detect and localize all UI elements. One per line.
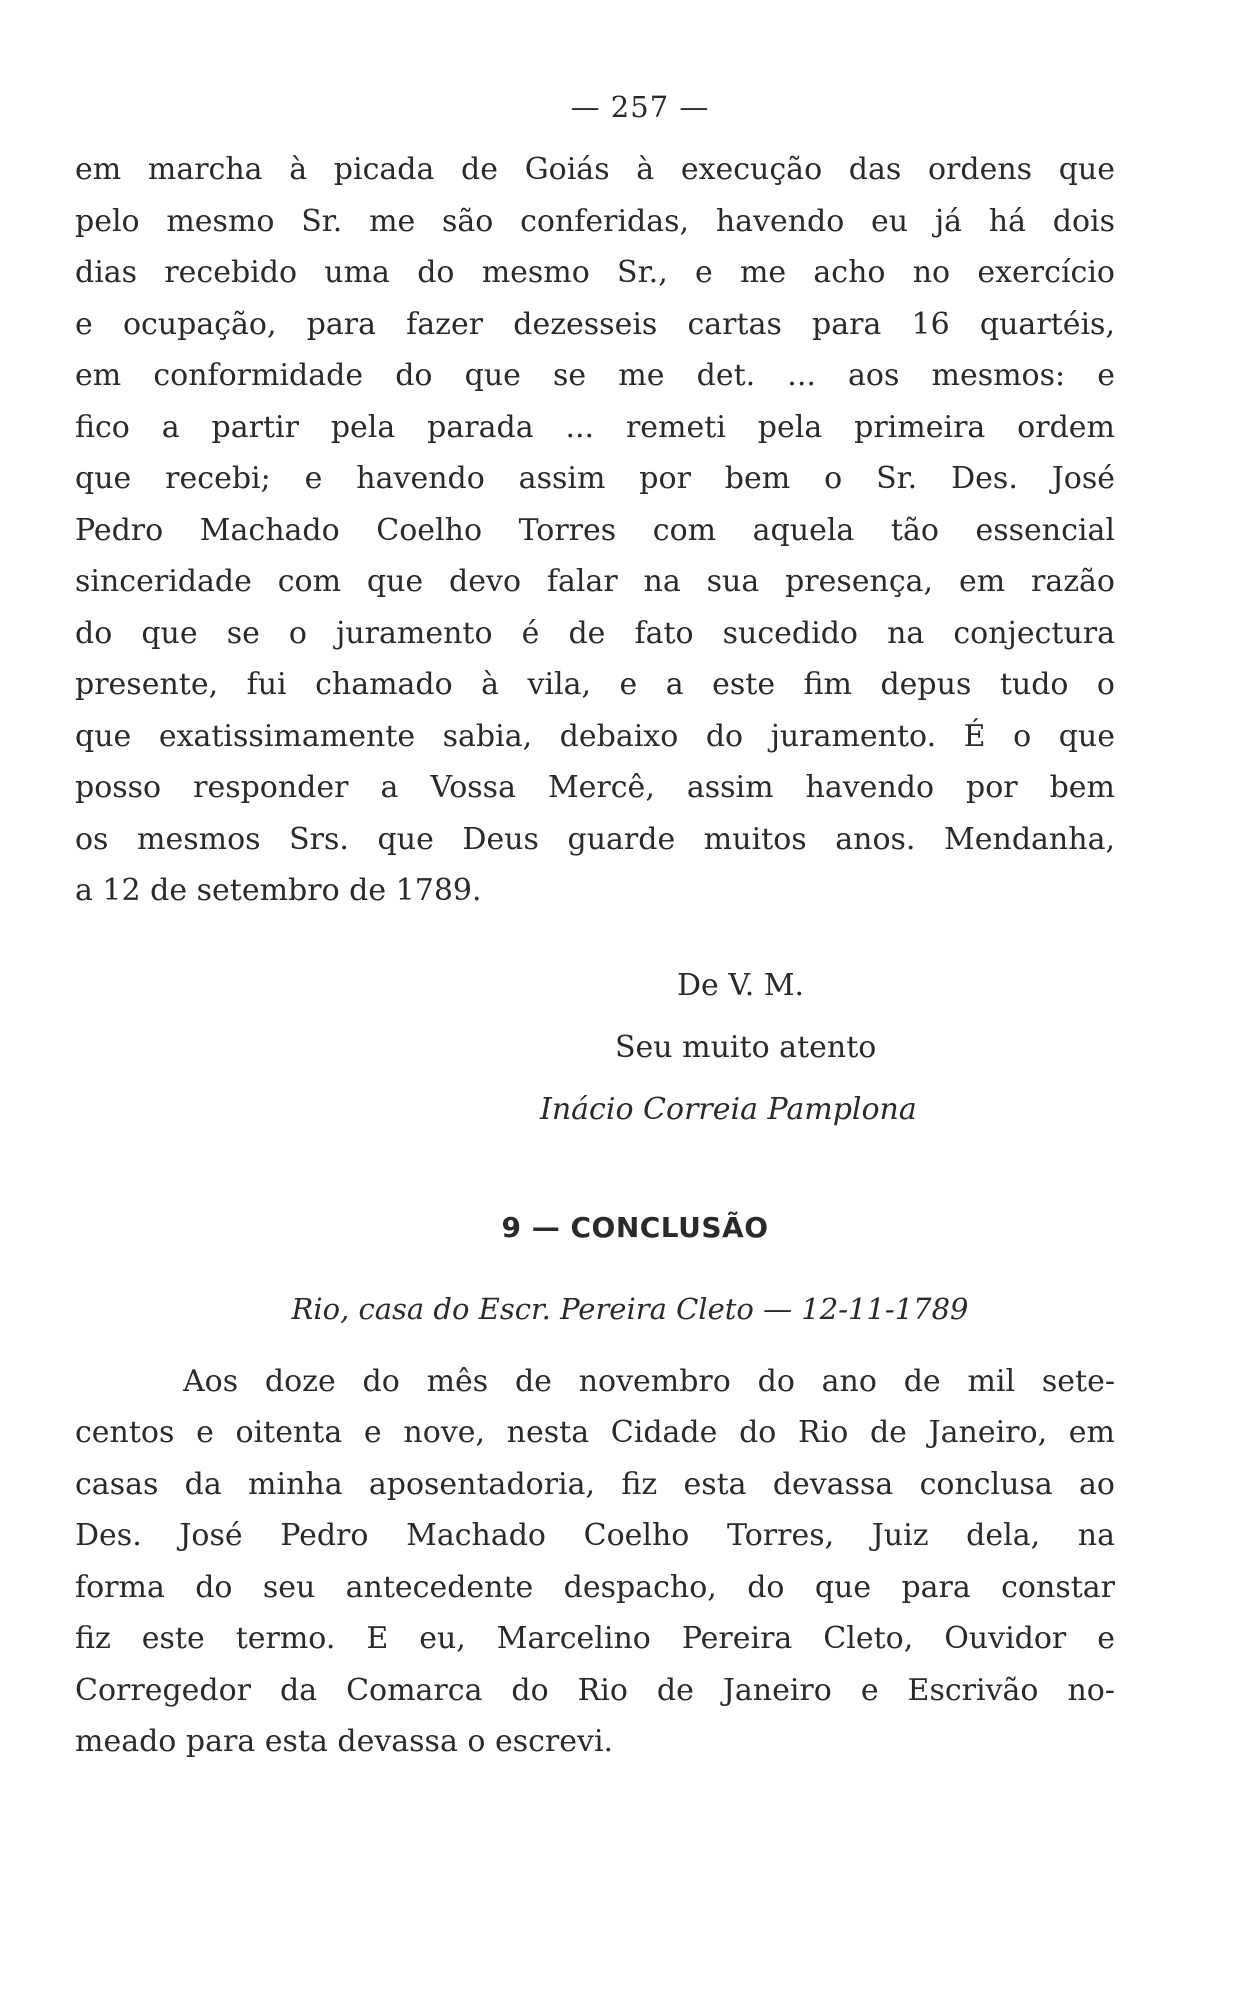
letter-line: do que se o juramento é de fato sucedido na conjectura bbox=[75, 615, 1115, 651]
section-subheading: Rio, casa do Escr. Pereira Cleto — 12-11-1789 bbox=[291, 1291, 969, 1326]
section-line: Aos doze do mês de novembro do ano de mil sete- bbox=[183, 1363, 1115, 1399]
letter-line: Pedro Machado Coelho Torres com aquela tão essencial bbox=[75, 512, 1115, 548]
letter-line: sinceridade com que devo falar na sua presença, em razão bbox=[75, 564, 1115, 599]
letter-line: posso responder a Vossa Mercê, assim havendo por bem bbox=[75, 770, 1115, 805]
page-number: — 257 — bbox=[570, 90, 710, 124]
section-body bbox=[75, 1356, 1115, 1768]
letter-line: a 12 de setembro de 1789. bbox=[75, 873, 482, 908]
section-heading: 9 — CONCLUSÃO bbox=[501, 1210, 769, 1244]
section-line: Des. José Pedro Machado Coelho Torres, Juiz dela, na bbox=[75, 1518, 1115, 1553]
section-line: casas da minha aposentadoria, fiz esta devassa conclusa ao bbox=[75, 1466, 1115, 1502]
letter-line: e ocupação, para fazer dezesseis cartas para 16 quartéis, bbox=[75, 306, 1115, 342]
signature-closing: Seu muito atento bbox=[615, 1029, 877, 1065]
signature-salutation: De V. M. bbox=[677, 967, 805, 1003]
section-line: forma do seu antecedente despacho, do que para constar bbox=[75, 1569, 1115, 1605]
document-page bbox=[75, 90, 1115, 1768]
letter-line: fico a partir pela parada ... remeti pela primeira ordem bbox=[75, 409, 1115, 445]
section-line: fiz este termo. E eu, Marcelino Pereira Cleto, Ouvidor e bbox=[75, 1621, 1115, 1656]
letter-line: os mesmos Srs. que Deus guarde muitos anos. Mendanha, bbox=[75, 821, 1115, 857]
section-line: meado para esta devassa o escrevi. bbox=[75, 1724, 614, 1759]
signature-block bbox=[540, 955, 1115, 1141]
letter-body bbox=[75, 144, 1115, 917]
letter-line: dias recebido uma do mesmo Sr., e me acho no exercício bbox=[75, 255, 1115, 290]
letter-line: em marcha à picada de Goiás à execução das ordens que bbox=[75, 152, 1115, 187]
section-line: centos e oitenta e nove, nesta Cidade do Rio de Janeiro, em bbox=[75, 1415, 1115, 1450]
letter-line: que recebi; e havendo assim por bem o Sr. Des. José bbox=[75, 461, 1115, 496]
letter-line: que exatissimamente sabia, debaixo do juramento. É o que bbox=[75, 718, 1115, 754]
letter-line: presente, fui chamado à vila, e a este fim depus tudo o bbox=[75, 667, 1115, 702]
letter-line: em conformidade do que se me det. ... aos mesmos: e bbox=[75, 358, 1115, 393]
signature-name: Inácio Correia Pamplona bbox=[540, 1091, 917, 1127]
letter-line: pelo mesmo Sr. me são conferidas, havendo eu já há dois bbox=[75, 203, 1115, 239]
section-line: Corregedor da Comarca do Rio de Janeiro e Escrivão no- bbox=[75, 1672, 1115, 1708]
